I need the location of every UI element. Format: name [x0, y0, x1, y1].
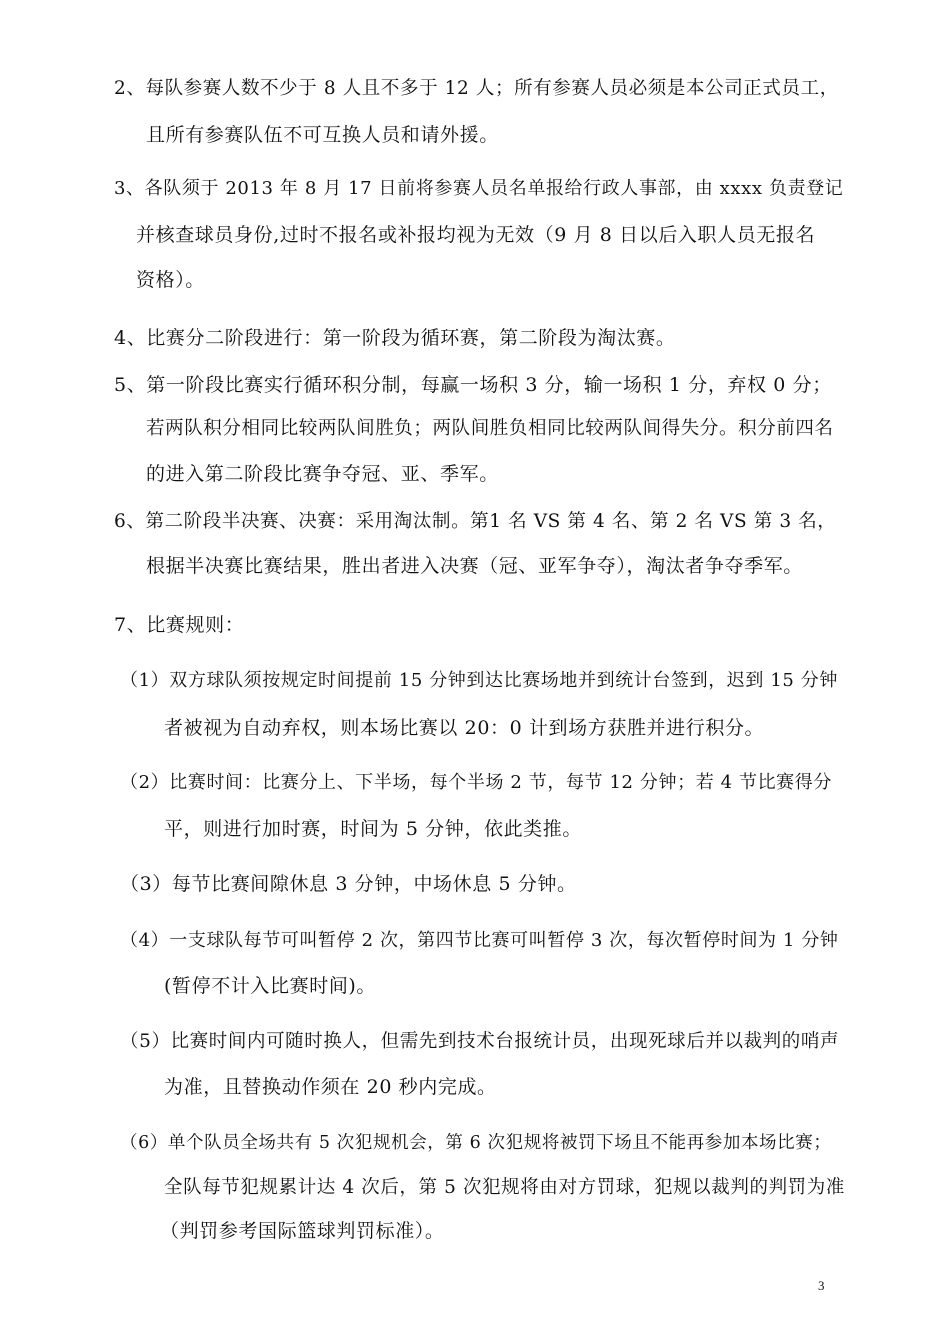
- page-number: 3: [818, 1278, 825, 1293]
- rule-2-line-2: 且所有参赛队伍不可互换人员和请外援。: [146, 124, 499, 146]
- rule-7-5-line-2: 为准，且替换动作须在 20 秒内完成。: [164, 1076, 497, 1098]
- rule-7-2-line-2: 平，则进行加时赛，时间为 5 分钟，依此类推。: [164, 818, 582, 840]
- rule-7-6-line-2: 全队每节犯规累计达 4 次后，第 5 次犯规将由对方罚球，犯规以裁判的判罚为准: [164, 1177, 845, 1198]
- rule-3-line-2: 并核查球员身份,过时不报名或补报均视为无效（9 月 8 日以后入职人员无报名: [136, 224, 816, 246]
- rule-5-line-2: 若两队积分相同比较两队间胜负；两队间胜负相同比较两队间得失分。积分前四名: [146, 418, 834, 439]
- rule-3-line-1: 3、各队须于 2013 年 8 月 17 日前将参赛人员名单报给行政人事部，由 xxxx 负责登记: [114, 178, 844, 199]
- rule-7-6-line-3: （判罚参考国际篮球判罚标准）。: [160, 1220, 445, 1242]
- rule-6-line-1: 6、第二阶段半决赛、决赛：采用淘汰制。第1 名 VS 第 4 名、第 2 名 VS 第 3 名，: [114, 511, 837, 532]
- rule-7-1-line-1: （1）双方球队须按规定时间提前 15 分钟到达比赛场地并到统计台签到，迟到 15 分钟: [120, 670, 838, 691]
- rule-7-heading: 7、比赛规则：: [114, 614, 245, 636]
- rule-7-5-line-1: （5）比赛时间内可随时换人，但需先到技术台报统计员，出现死球后并以裁判的哨声: [120, 1031, 840, 1052]
- rule-2-line-1: 2、每队参赛人数不少于 8 人且不多于 12 人；所有参赛人员必须是本公司正式员工，: [114, 78, 839, 99]
- rule-5-line-1: 5、第一阶段比赛实行循环积分制，每赢一场积 3 分，输一场积 1 分，弃权 0 分；: [114, 374, 832, 396]
- rule-6-line-2: 根据半决赛比赛结果，胜出者进入决赛（冠、亚军争夺），淘汰者争夺季军。: [146, 555, 803, 577]
- rule-7-2-line-1: （2）比赛时间：比赛分上、下半场，每个半场 2 节，每节 12 分钟；若 4 节比赛得分: [120, 772, 832, 793]
- rule-7-1-line-2: 者被视为自动弃权，则本场比赛以 20：0 计到场方获胜并进行积分。: [164, 717, 765, 739]
- rule-4-line-1: 4、比赛分二阶段进行：第一阶段为循环赛，第二阶段为淘汰赛。: [114, 327, 676, 349]
- rule-3-line-3: 资格）。: [136, 269, 205, 291]
- rule-7-6-line-1: （6）单个队员全场共有 5 次犯规机会，第 6 次犯规将被罚下场且不能再参加本场比赛；: [120, 1133, 832, 1153]
- rule-7-3-line-1: （3）每节比赛间隙休息 3 分钟，中场休息 5 分钟。: [120, 873, 577, 895]
- rule-5-line-3: 的进入第二阶段比赛争夺冠、亚、季军。: [146, 463, 499, 485]
- rule-7-4-line-2: (暂停不计入比赛时间)。: [164, 975, 377, 997]
- rule-7-4-line-1: （4）一支球队每节可叫暂停 2 次，第四节比赛可叫暂停 3 次，每次暂停时间为 1 分钟: [120, 930, 839, 951]
